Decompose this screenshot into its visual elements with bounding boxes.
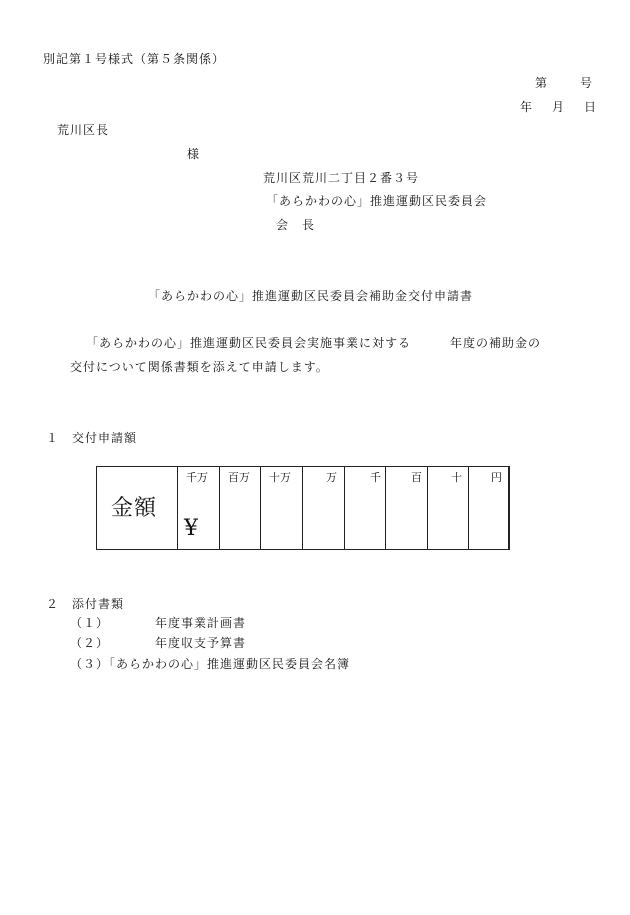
section2-heading: ２ 添付書類	[46, 597, 125, 611]
digit-unit-label: 百	[411, 471, 422, 484]
applicant-role: 会 長	[276, 218, 316, 232]
document-title: 「あらかわの心」推進運動区民委員会補助金交付申請書	[148, 289, 474, 303]
digit-cell-millions[interactable]	[220, 467, 261, 549]
amount-label: 金額	[111, 496, 158, 521]
yen-symbol: ¥	[184, 516, 198, 541]
digit-cell-tens[interactable]	[428, 467, 469, 549]
body-text-line-2: 交付について関係書類を添えて申請します。	[70, 360, 329, 374]
digit-cell-hundred-thousands[interactable]	[261, 467, 303, 549]
digit-unit-label: 千	[370, 471, 381, 484]
date-line: 年 月 日	[520, 100, 601, 114]
applicant-organization: 「あらかわの心」推進運動区民委員会	[266, 194, 488, 208]
applicant-address: 荒川区荒川二丁目２番３号	[263, 171, 420, 185]
attachment-item-3: （３）「あらかわの心」推進運動区民委員会名簿	[70, 657, 351, 671]
digit-cell-ten-thousands[interactable]	[303, 467, 345, 549]
form-label: 別記第１号様式（第５条関係）	[43, 52, 226, 66]
amount-table	[96, 466, 510, 550]
section1-heading: １ 交付申請額	[46, 431, 138, 445]
attachment-item-1: （１） 年度事業計画書	[70, 616, 247, 630]
document-number: 第 号	[535, 76, 596, 90]
digit-unit-label: 千万	[186, 471, 208, 484]
digit-unit-label: 百万	[228, 471, 250, 484]
digit-unit-label: 円	[491, 471, 502, 484]
digit-unit-label: 十万	[269, 471, 291, 484]
digit-cell-thousands[interactable]	[345, 467, 386, 549]
recipient: 荒川区長	[57, 123, 110, 137]
digit-cell-hundreds[interactable]	[386, 467, 428, 549]
body-text-line-1: 「あらかわの心」推進運動区民委員会実施事業に対する 年度の補助金の	[86, 336, 542, 350]
attachment-item-2: （２） 年度収支予算書	[70, 636, 247, 650]
amount-label-cell	[97, 467, 178, 549]
digit-unit-label: 万	[326, 471, 337, 484]
digit-unit-label: 十	[451, 471, 462, 484]
digit-cell-yen[interactable]	[469, 467, 509, 549]
honorific: 様	[187, 147, 200, 161]
